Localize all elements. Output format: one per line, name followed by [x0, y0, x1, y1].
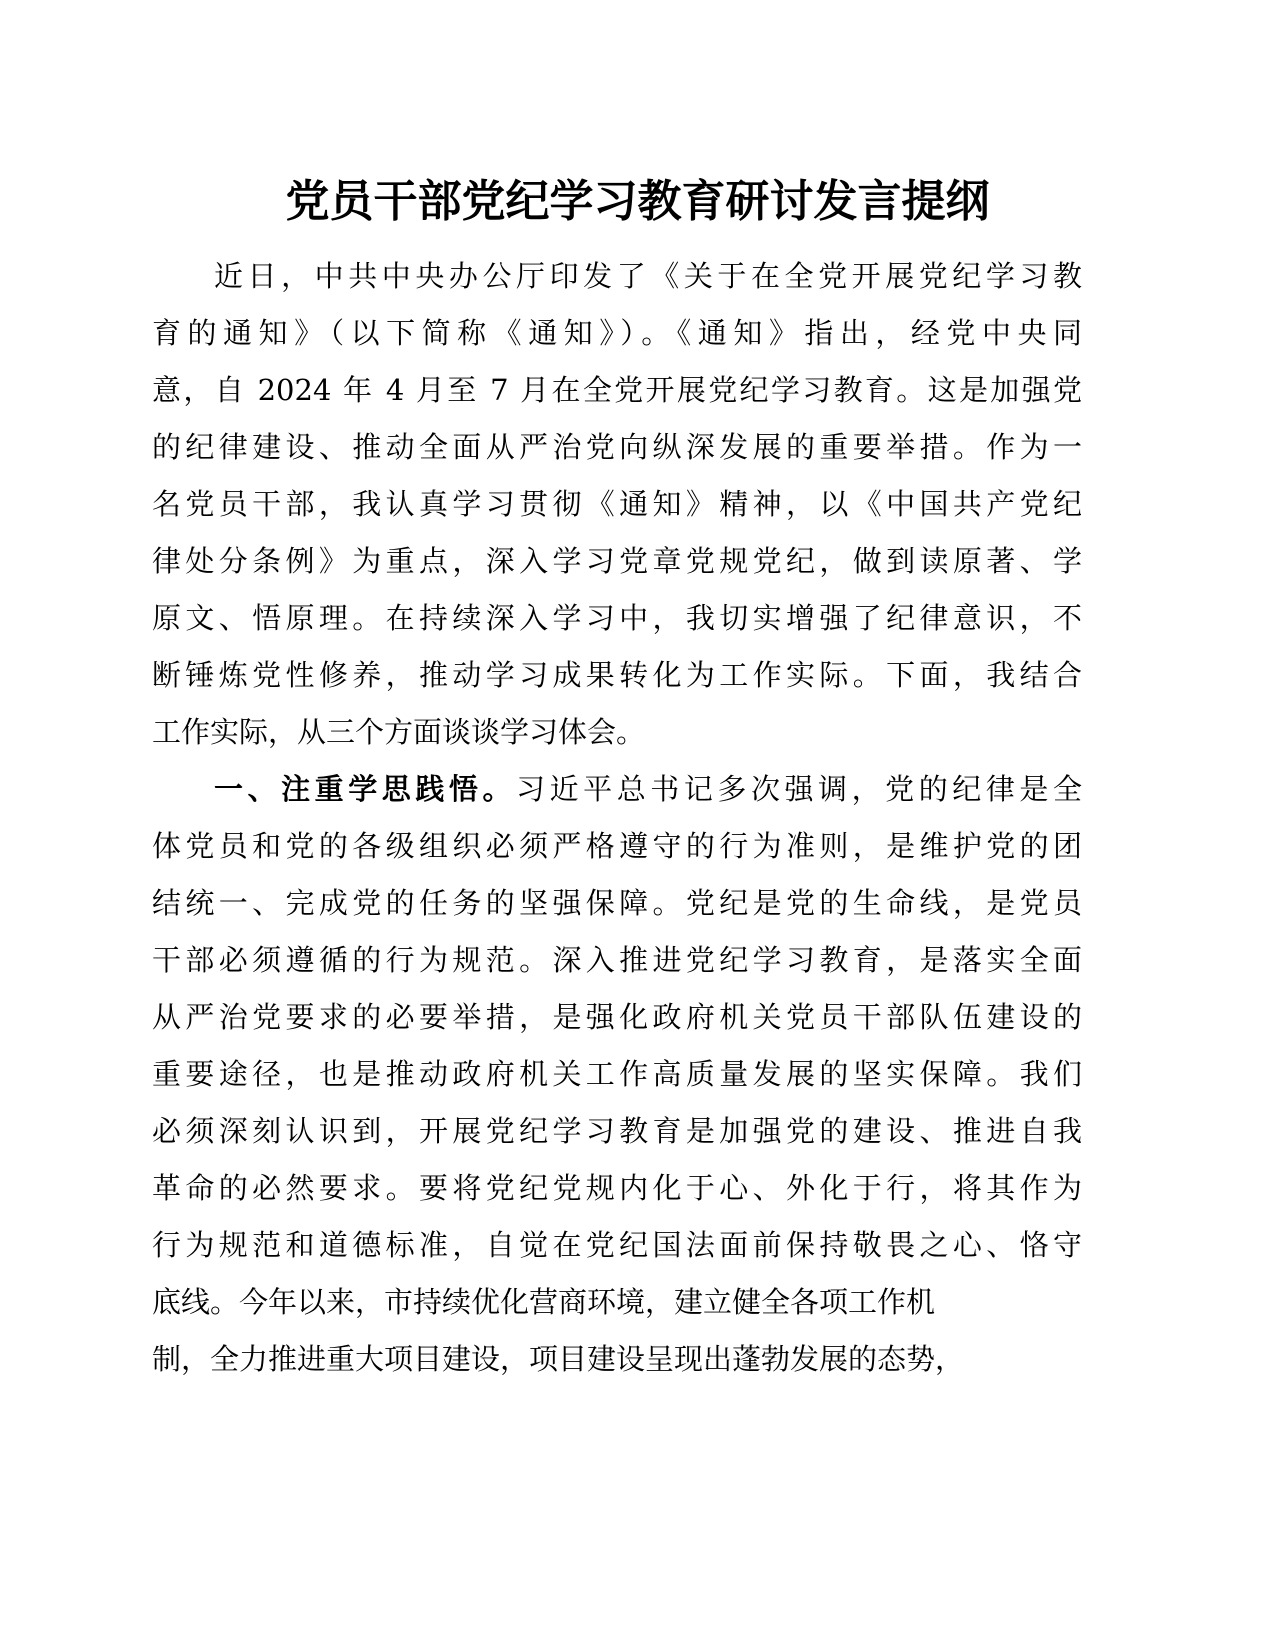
- paragraph-line: 从严治党要求的必要举措，是强化政府机关党员干部队伍建设的: [152, 1000, 1082, 1034]
- paragraph-line: 重要途径，也是推动政府机关工作高质量发展的坚实保障。我们: [152, 1057, 1082, 1091]
- paragraph-line: 育的通知》（以下简称《通知》）。《通知》指出，经党中央同: [152, 316, 1082, 350]
- paragraph-line: [152, 761, 1082, 818]
- paragraph-line: 原文、悟原理。在持续深入学习中，我切实增强了纪律意识，不: [152, 601, 1082, 635]
- paragraph-line: 底线。今年以来，市持续优化营商环境，建立健全各项工作机: [152, 1285, 936, 1319]
- paragraph-line: 近日，中共中央办公厅印发了《关于在全党开展党纪学习教: [214, 259, 1082, 293]
- paragraph-line: 必须深刻认识到，开展党纪学习教育是加强党的建设、推进自我: [152, 1114, 1082, 1148]
- paragraph-line: 革命的必然要求。要将党纪党规内化于心、外化于行，将其作为: [152, 1171, 1082, 1205]
- paragraph-line: 行为规范和道德标准，自觉在党纪国法面前保持敬畏之心、恪守: [152, 1228, 1082, 1262]
- paragraph-line: 断锤炼党性修养，推动学习成果转化为工作实际。下面，我结合: [152, 658, 1082, 692]
- paragraph-line: 名党员干部，我认真学习贯彻《通知》精神，以《中国共产党纪: [152, 487, 1082, 521]
- paragraph-line: 的纪律建设、推动全面从严治党向纵深发展的重要举措。作为一: [152, 430, 1082, 464]
- paragraph-line: 干部必须遵循的行为规范。深入推进党纪学习教育，是落实全面: [152, 943, 1082, 977]
- document-body: [152, 248, 1082, 1388]
- section-first-line-text: 习近平总书记多次强调，党的纪律是全: [516, 772, 1082, 806]
- section-heading: 一、注重学思践悟。: [214, 772, 517, 806]
- paragraph-line: 工作实际，从三个方面谈谈学习体会。: [152, 715, 646, 749]
- paragraph-line: 结统一、完成党的任务的坚强保障。党纪是党的生命线，是党员: [152, 886, 1082, 920]
- paragraph-line: 体党员和党的各级组织必须严格遵守的行为准则，是维护党的团: [152, 829, 1082, 863]
- paragraph-line: 意，自 2024 年 4 月至 7 月在全党开展党纪学习教育。这是加强党: [152, 373, 1082, 407]
- paragraph-line: 制，全力推进重大项目建设，项目建设呈现出蓬勃发展的态势，: [152, 1342, 965, 1376]
- paragraph-section-one: [152, 761, 1082, 1388]
- paragraph-intro: [152, 248, 1082, 761]
- document-title: 党员干部党纪学习教育研讨发言提纲: [285, 176, 990, 227]
- paragraph-line: 律处分条例》为重点，深入学习党章党规党纪，做到读原著、学: [152, 544, 1082, 578]
